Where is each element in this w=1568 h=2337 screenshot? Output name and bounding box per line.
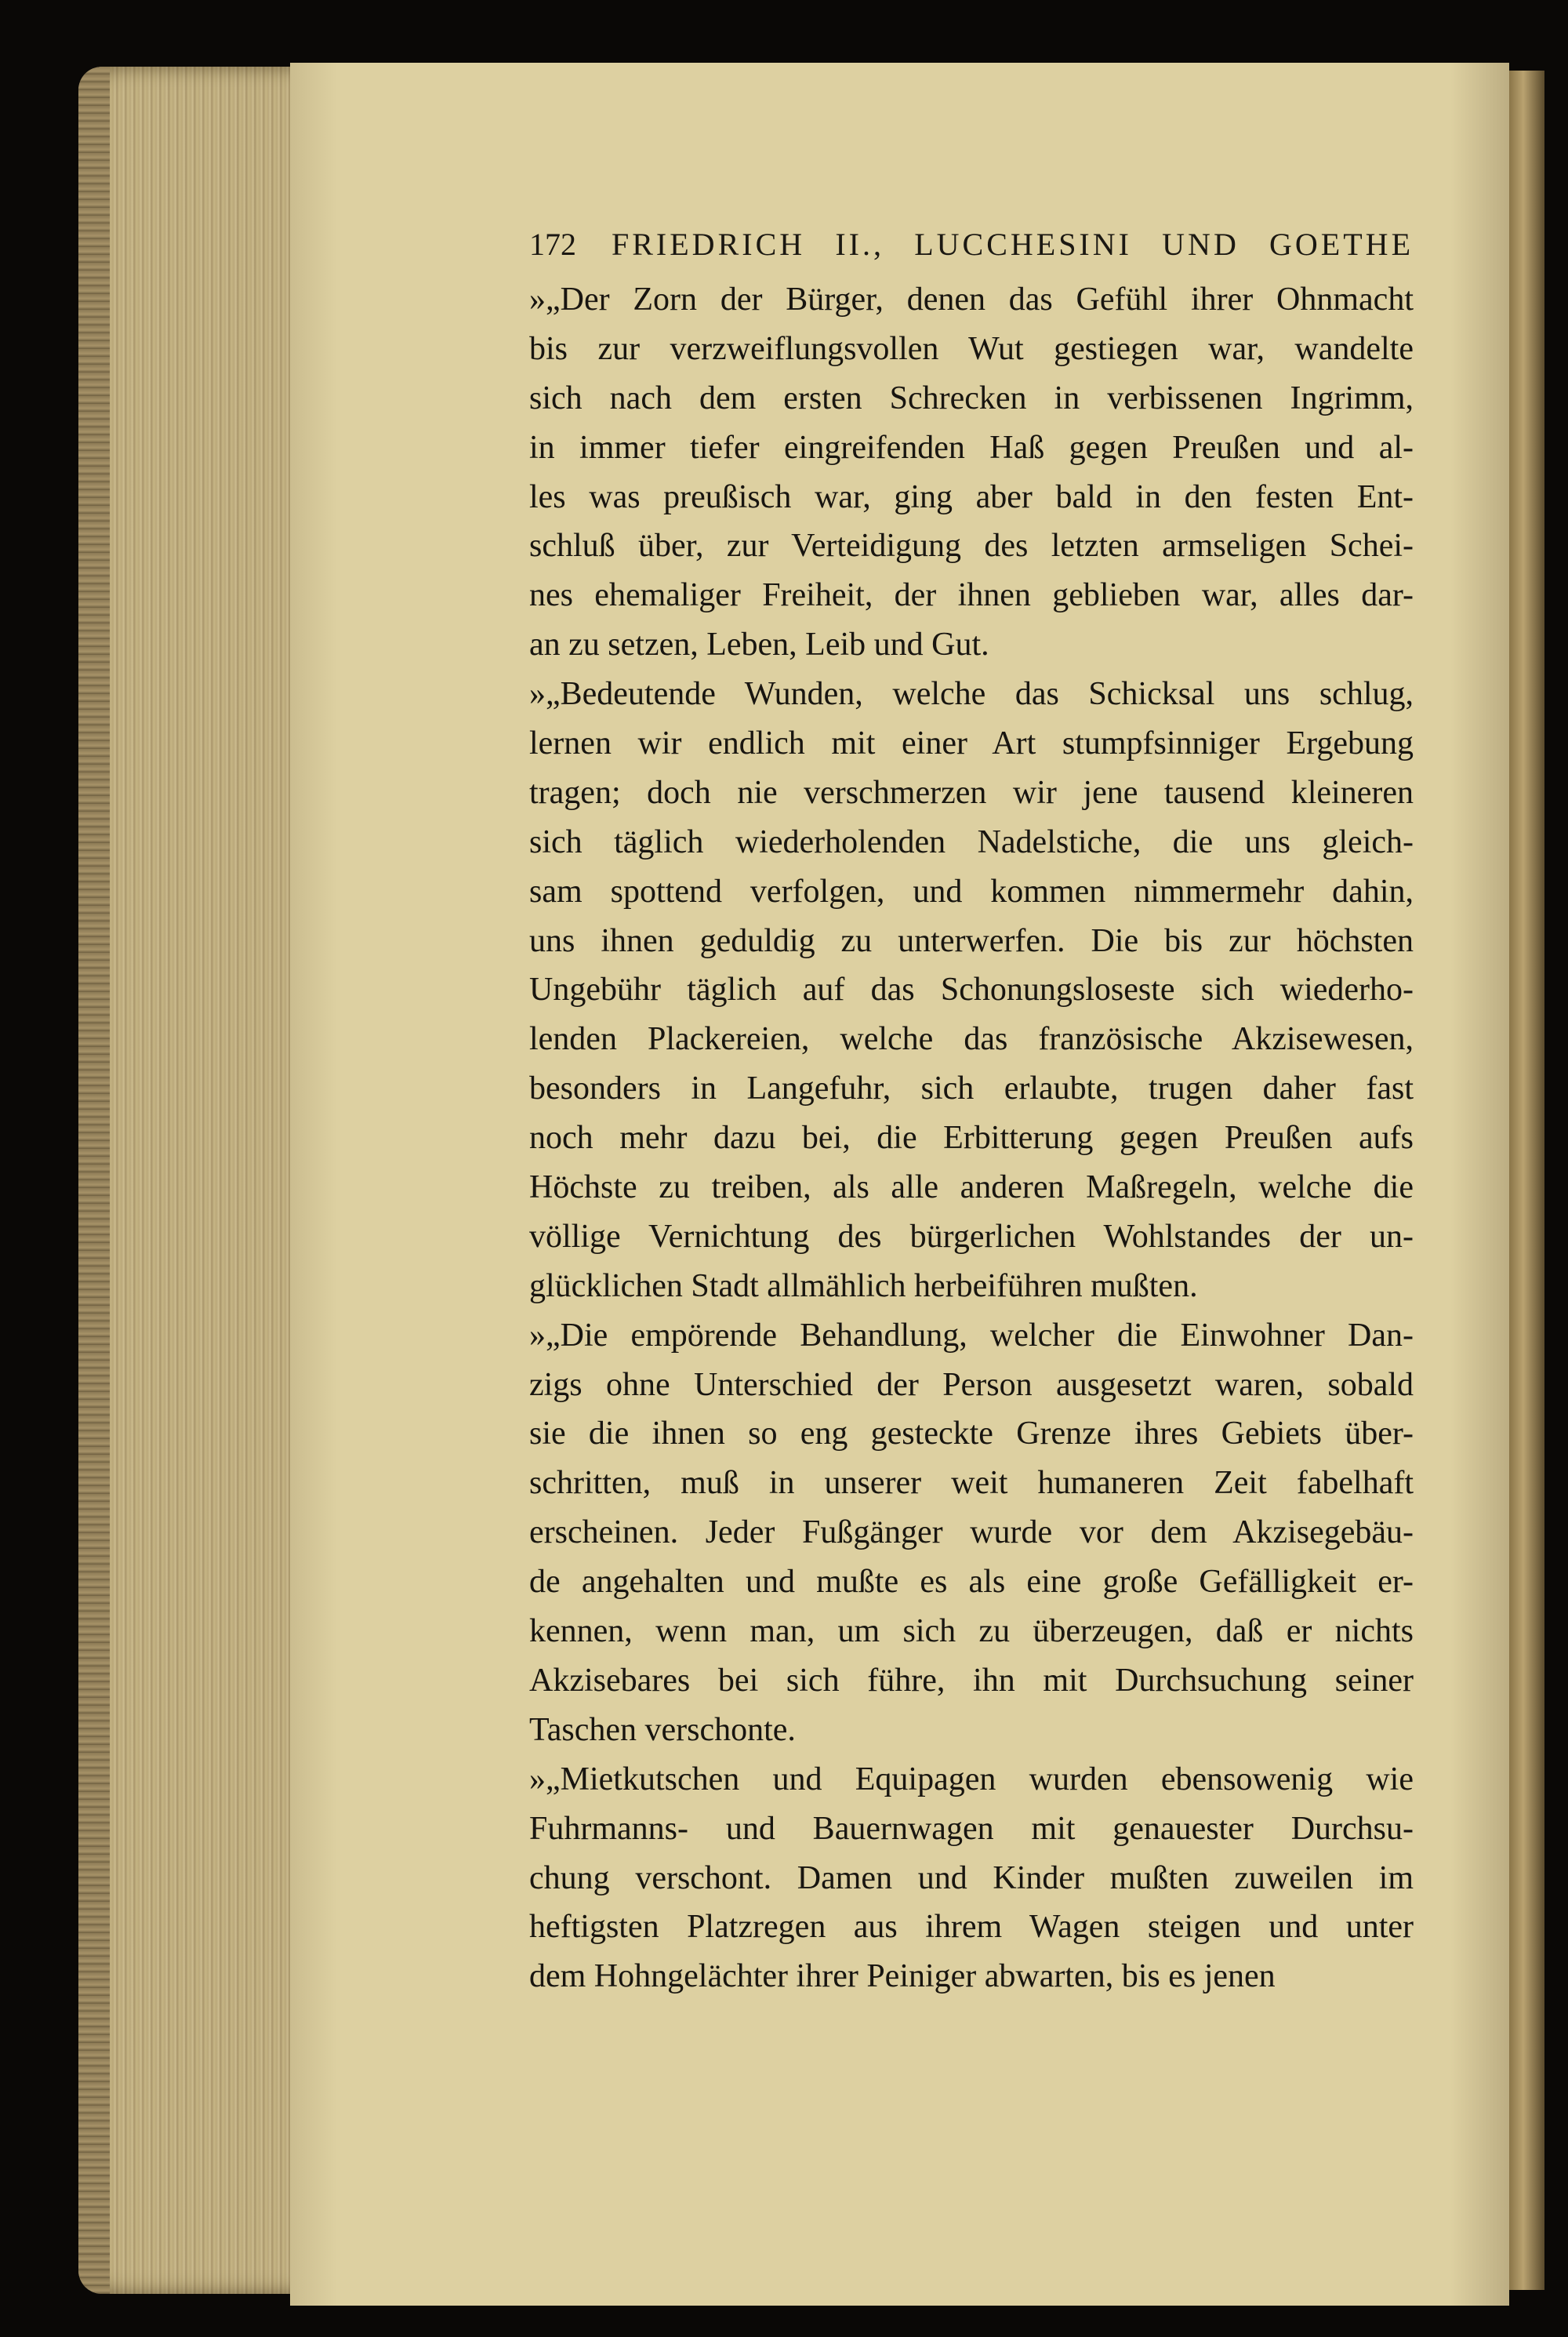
text-line: sam spottend verfolgen, und kommen nimmermehr dahin, <box>529 873 1414 910</box>
text-line: »„Bedeutende Wunden, welche das Schicksal uns schlug, <box>529 676 1414 713</box>
text-line: Höchste zu treiben, als alle anderen Maßregeln, welche die <box>529 1169 1414 1206</box>
text-line: zigs ohne Unterschied der Person ausgesetzt waren, sobald <box>529 1366 1414 1403</box>
text-line: glücklichen Stadt allmählich herbeiführen mußten. <box>529 1267 1198 1304</box>
text-line: »„Die empörende Behandlung, welcher die Einwohner Dan- <box>529 1317 1414 1354</box>
running-title: FRIEDRICH II., LUCCHESINI UND GOETHE <box>612 226 1414 262</box>
text-line: Ungebühr täglich auf das Schonungsloseste sich wiederho- <box>529 972 1414 1009</box>
text-line: de angehalten und mußte es als eine große Gefälligkeit er- <box>529 1564 1414 1601</box>
running-header <box>529 226 1414 262</box>
text-line: schluß über, zur Verteidigung des letzten armseligen Schei- <box>529 528 1414 565</box>
text-line: les was preußisch war, ging aber bald in den festen Ent- <box>529 478 1414 515</box>
text-line: tragen; doch nie verschmerzen wir jene tausend kleineren <box>529 774 1414 811</box>
text-line: sich nach dem ersten Schrecken in verbissenen Ingrimm, <box>529 380 1414 416</box>
text-line: sie die ihnen so eng gesteckte Grenze ihres Gebiets über- <box>529 1416 1414 1452</box>
text-line: an zu setzen, Leben, Leib und Gut. <box>529 627 989 663</box>
text-line: nes ehemaliger Freiheit, der ihnen geblieben war, alles dar- <box>529 577 1414 614</box>
text-line: lenden Plackereien, welche das französische Akzisewesen, <box>529 1021 1414 1058</box>
text-line: völlige Vernichtung des bürgerlichen Wohlstandes der un- <box>529 1218 1414 1255</box>
text-line: in immer tiefer eingreifenden Haß gegen Preußen und al- <box>529 429 1414 466</box>
book-spine-edge <box>78 67 110 2294</box>
text-line: uns ihnen geduldig zu unterwerfen. Die bis zur höchsten <box>529 922 1414 959</box>
text-line: Fuhrmanns- und Bauernwagen mit genauester Durchsu- <box>529 1810 1414 1847</box>
text-line: erscheinen. Jeder Fußgänger wurde vor dem Akzisegebäu- <box>529 1514 1414 1551</box>
text-line: sich täglich wiederholenden Nadelstiche, die uns gleich- <box>529 823 1414 860</box>
text-line: Akzisebares bei sich führe, ihn mit Durchsuchung seiner <box>529 1662 1414 1699</box>
text-line: dem Hohngelächter ihrer Peiniger abwarten, bis es jenen <box>529 1958 1276 1995</box>
right-page-edge <box>1509 71 1544 2290</box>
text-line: heftigsten Platzregen aus ihrem Wagen steigen und unter <box>529 1909 1414 1946</box>
text-line: noch mehr dazu bei, die Erbitterung gegen Preußen aufs <box>529 1120 1414 1157</box>
text-line: Taschen verschonte. <box>529 1711 796 1748</box>
text-line: besonders in Langefuhr, sich erlaubte, trugen daher fast <box>529 1070 1414 1107</box>
page-stack-edges <box>78 67 294 2294</box>
text-line: »„Der Zorn der Bürger, denen das Gefühl ihrer Ohnmacht <box>529 282 1414 318</box>
text-line: bis zur verzweiflungsvollen Wut gestiegen war, wandelte <box>529 330 1414 367</box>
text-line: chung verschont. Damen und Kinder mußten zuweilen im <box>529 1859 1414 1896</box>
page-number: 172 <box>529 226 576 262</box>
text-line: kennen, wenn man, um sich zu überzeugen, daß er nichts <box>529 1613 1414 1650</box>
text-line: lernen wir endlich mit einer Art stumpfsinniger Ergebung <box>529 725 1414 762</box>
body-text <box>529 275 1414 2001</box>
text-line: schritten, muß in unserer weit humaneren Zeit fabelhaft <box>529 1465 1414 1502</box>
text-line: »„Mietkutschen und Equipagen wurden ebensowenig wie <box>529 1761 1414 1797</box>
